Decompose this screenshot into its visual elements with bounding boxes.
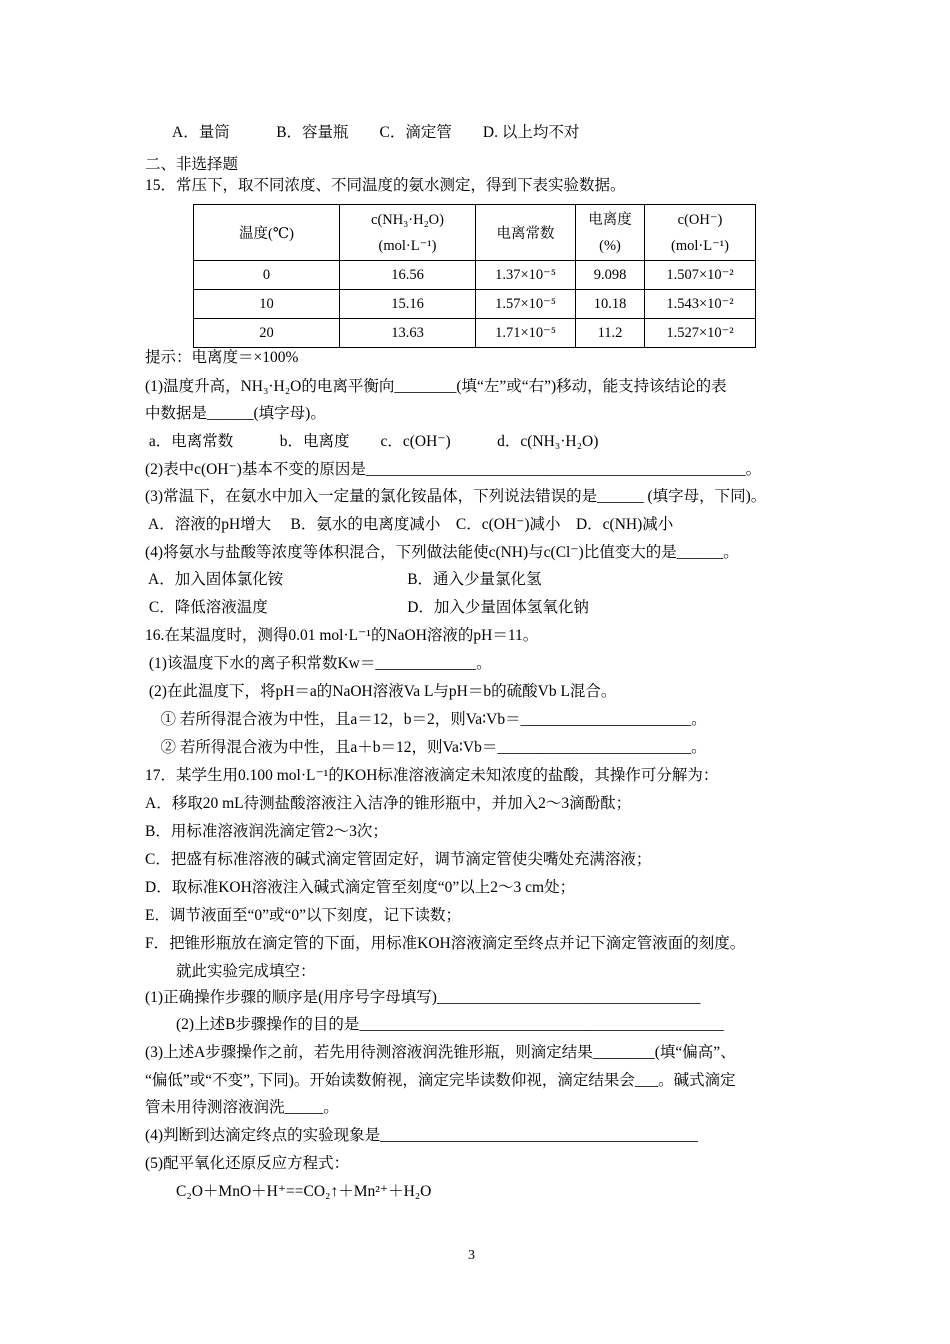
q16-part2: (2)在此温度下，将pH＝a的NaOH溶液Va L与pH＝b的硫酸Vb L混合。: [145, 683, 617, 700]
q17-part3-c: 管未用待测溶液润洗_____。: [145, 1099, 339, 1116]
th-degree-unit: (%): [599, 237, 621, 254]
q17-step-d: D．取标准KOH溶液注入碱式滴定管至刻度“0”以上2～3 cm处；: [145, 879, 576, 896]
q15-part1-a: (1)温度升高，NH₃·H₂O的电离平衡向________(填“左”或“右”)移动，能支持该结论的表: [145, 378, 727, 395]
table-cell: 15.16: [340, 290, 476, 319]
th-oh-unit: (mol·L⁻¹): [671, 237, 729, 254]
q15-part3: (3)常温下，在氨水中加入一定量的氯化铵晶体，下列说法错误的是______ (填字母，下同)。: [145, 488, 767, 505]
table-row: [194, 261, 756, 290]
q17-part1: (1)正确操作步骤的顺序是(用序号字母填写)__________________________________: [145, 989, 701, 1006]
table-cell: 1.543×10⁻²: [645, 290, 756, 319]
th-degree-name: 电离度: [588, 211, 632, 228]
q15-part2: (2)表中c(OH⁻)基本不变的原因是_________________________________________________。: [145, 461, 762, 478]
table-row: [194, 319, 756, 348]
hint-line: 提示：电离度＝×100%: [145, 349, 299, 366]
table-cell: 10: [194, 290, 340, 319]
table-row: [194, 290, 756, 319]
q15-part4-options-cd: C．降低溶液温度 D．加入少量固体氢氧化钠: [145, 599, 589, 616]
table-cell: 11.2: [576, 319, 645, 348]
q17-equation: C₂O＋MnO＋H⁺==CO₂↑＋Mn²⁺＋H₂O: [145, 1183, 432, 1200]
table-cell: 13.63: [340, 319, 476, 348]
q16-part2-case1: ① 若所得混合液为中性，且a＝12，b＝2，则Va∶Vb＝______________________。: [145, 711, 707, 728]
q17-part2: (2)上述B步骤操作的目的是_______________________________________________: [145, 1016, 724, 1033]
q15-part1-options: a．电离常数 b．电离度 c．c(OH⁻) d．c(NH₃·H₂O): [145, 433, 599, 450]
q17-part3-a: (3)上述A步骤操作之前，若先用待测溶液润洗锥形瓶，则滴定结果________(填“偏高”、: [145, 1044, 736, 1061]
q15-stem: 15．常压下，取不同浓度、不同温度的氨水测定，得到下表实验数据。: [145, 177, 626, 194]
q17-step-e: E．调节液面至“0”或“0”以下刻度，记下读数；: [145, 907, 461, 924]
q17-step-c: C．把盛有标准溶液的碱式滴定管固定好，调节滴定管使尖嘴处充满溶液；: [145, 851, 652, 868]
q17-fill-intro: 就此实验完成填空：: [145, 963, 316, 980]
th-ionization-constant: 电离常数: [476, 205, 576, 261]
table-cell: 16.56: [340, 261, 476, 290]
th-conc-name: c(NH₃·H₂O): [371, 211, 444, 228]
q17-part4: (4)判断到达滴定终点的实验现象是_________________________________________: [145, 1127, 698, 1144]
table-cell: 1.507×10⁻²: [645, 261, 756, 290]
q17-step-b: B．用标准溶液润洗滴定管2～3次；: [145, 823, 388, 840]
q16-part2-case2: ② 若所得混合液为中性，且a＋b＝12，则Va∶Vb＝_________________________。: [145, 739, 707, 756]
q17-step-f: F．把锥形瓶放在滴定管的下面，用标准KOH溶液滴定至终点并记下滴定管液面的刻度。: [145, 935, 746, 952]
ammonia-data-table: [193, 204, 756, 348]
q17-part5: (5)配平氧化还原反应方程式：: [145, 1155, 350, 1172]
table-cell: 1.71×10⁻⁵: [476, 319, 576, 348]
table-cell: 9.098: [576, 261, 645, 290]
table-cell: 10.18: [576, 290, 645, 319]
q17-stem: 17．某学生用0.100 mol·L⁻¹的KOH标准溶液滴定未知浓度的盐酸，其操作可分解为：: [145, 767, 719, 784]
q16-stem: 16.在某温度时，测得0.01 mol·L⁻¹的NaOH溶液的pH＝11。: [145, 627, 539, 644]
table-cell: 1.527×10⁻²: [645, 319, 756, 348]
th-conc-unit: (mol·L⁻¹): [378, 237, 437, 254]
table-cell: 1.57×10⁻⁵: [476, 290, 576, 319]
th-temp: 温度(℃): [194, 205, 340, 261]
table-cell: 1.37×10⁻⁵: [476, 261, 576, 290]
th-oh: [645, 205, 756, 261]
q15-part4-options-ab: A．加入固体氯化铵 B．通入少量氯化氢: [145, 571, 542, 588]
q15-part4: (4)将氨水与盐酸等浓度等体积混合，下列做法能使c(NH)与c(Cl⁻)比值变大的是______。: [145, 544, 739, 561]
section-heading: 二、非选择题: [145, 156, 239, 173]
q15-part1-b: 中数据是______(填字母)。: [145, 405, 326, 422]
page-number: 3: [468, 1248, 475, 1263]
q17-step-a: A．移取20 mL待测盐酸溶液注入洁净的锥形瓶中，并加入2～3滴酚酞；: [145, 795, 632, 812]
q16-part1: (1)该温度下水的离子积常数Kw＝_____________。: [145, 655, 492, 672]
q17-part3-b: “偏低”或“不变”, 下同)。开始读数俯视，滴定完毕读数仰视，滴定结果会___。碱式滴定: [145, 1072, 736, 1089]
th-oh-name: c(OH⁻): [677, 211, 723, 228]
th-conc: [340, 205, 476, 261]
q15-part3-options: A．溶液的pH增大 B．氨水的电离度减小 C．c(OH⁻)减小 D．c(NH)减小: [145, 516, 674, 533]
th-degree: [576, 205, 645, 261]
table-cell: 0: [194, 261, 340, 290]
q14-options: A．量筒 B．容量瓶 C．滴定管 D. 以上均不对: [172, 124, 580, 141]
table-cell: 20: [194, 319, 340, 348]
